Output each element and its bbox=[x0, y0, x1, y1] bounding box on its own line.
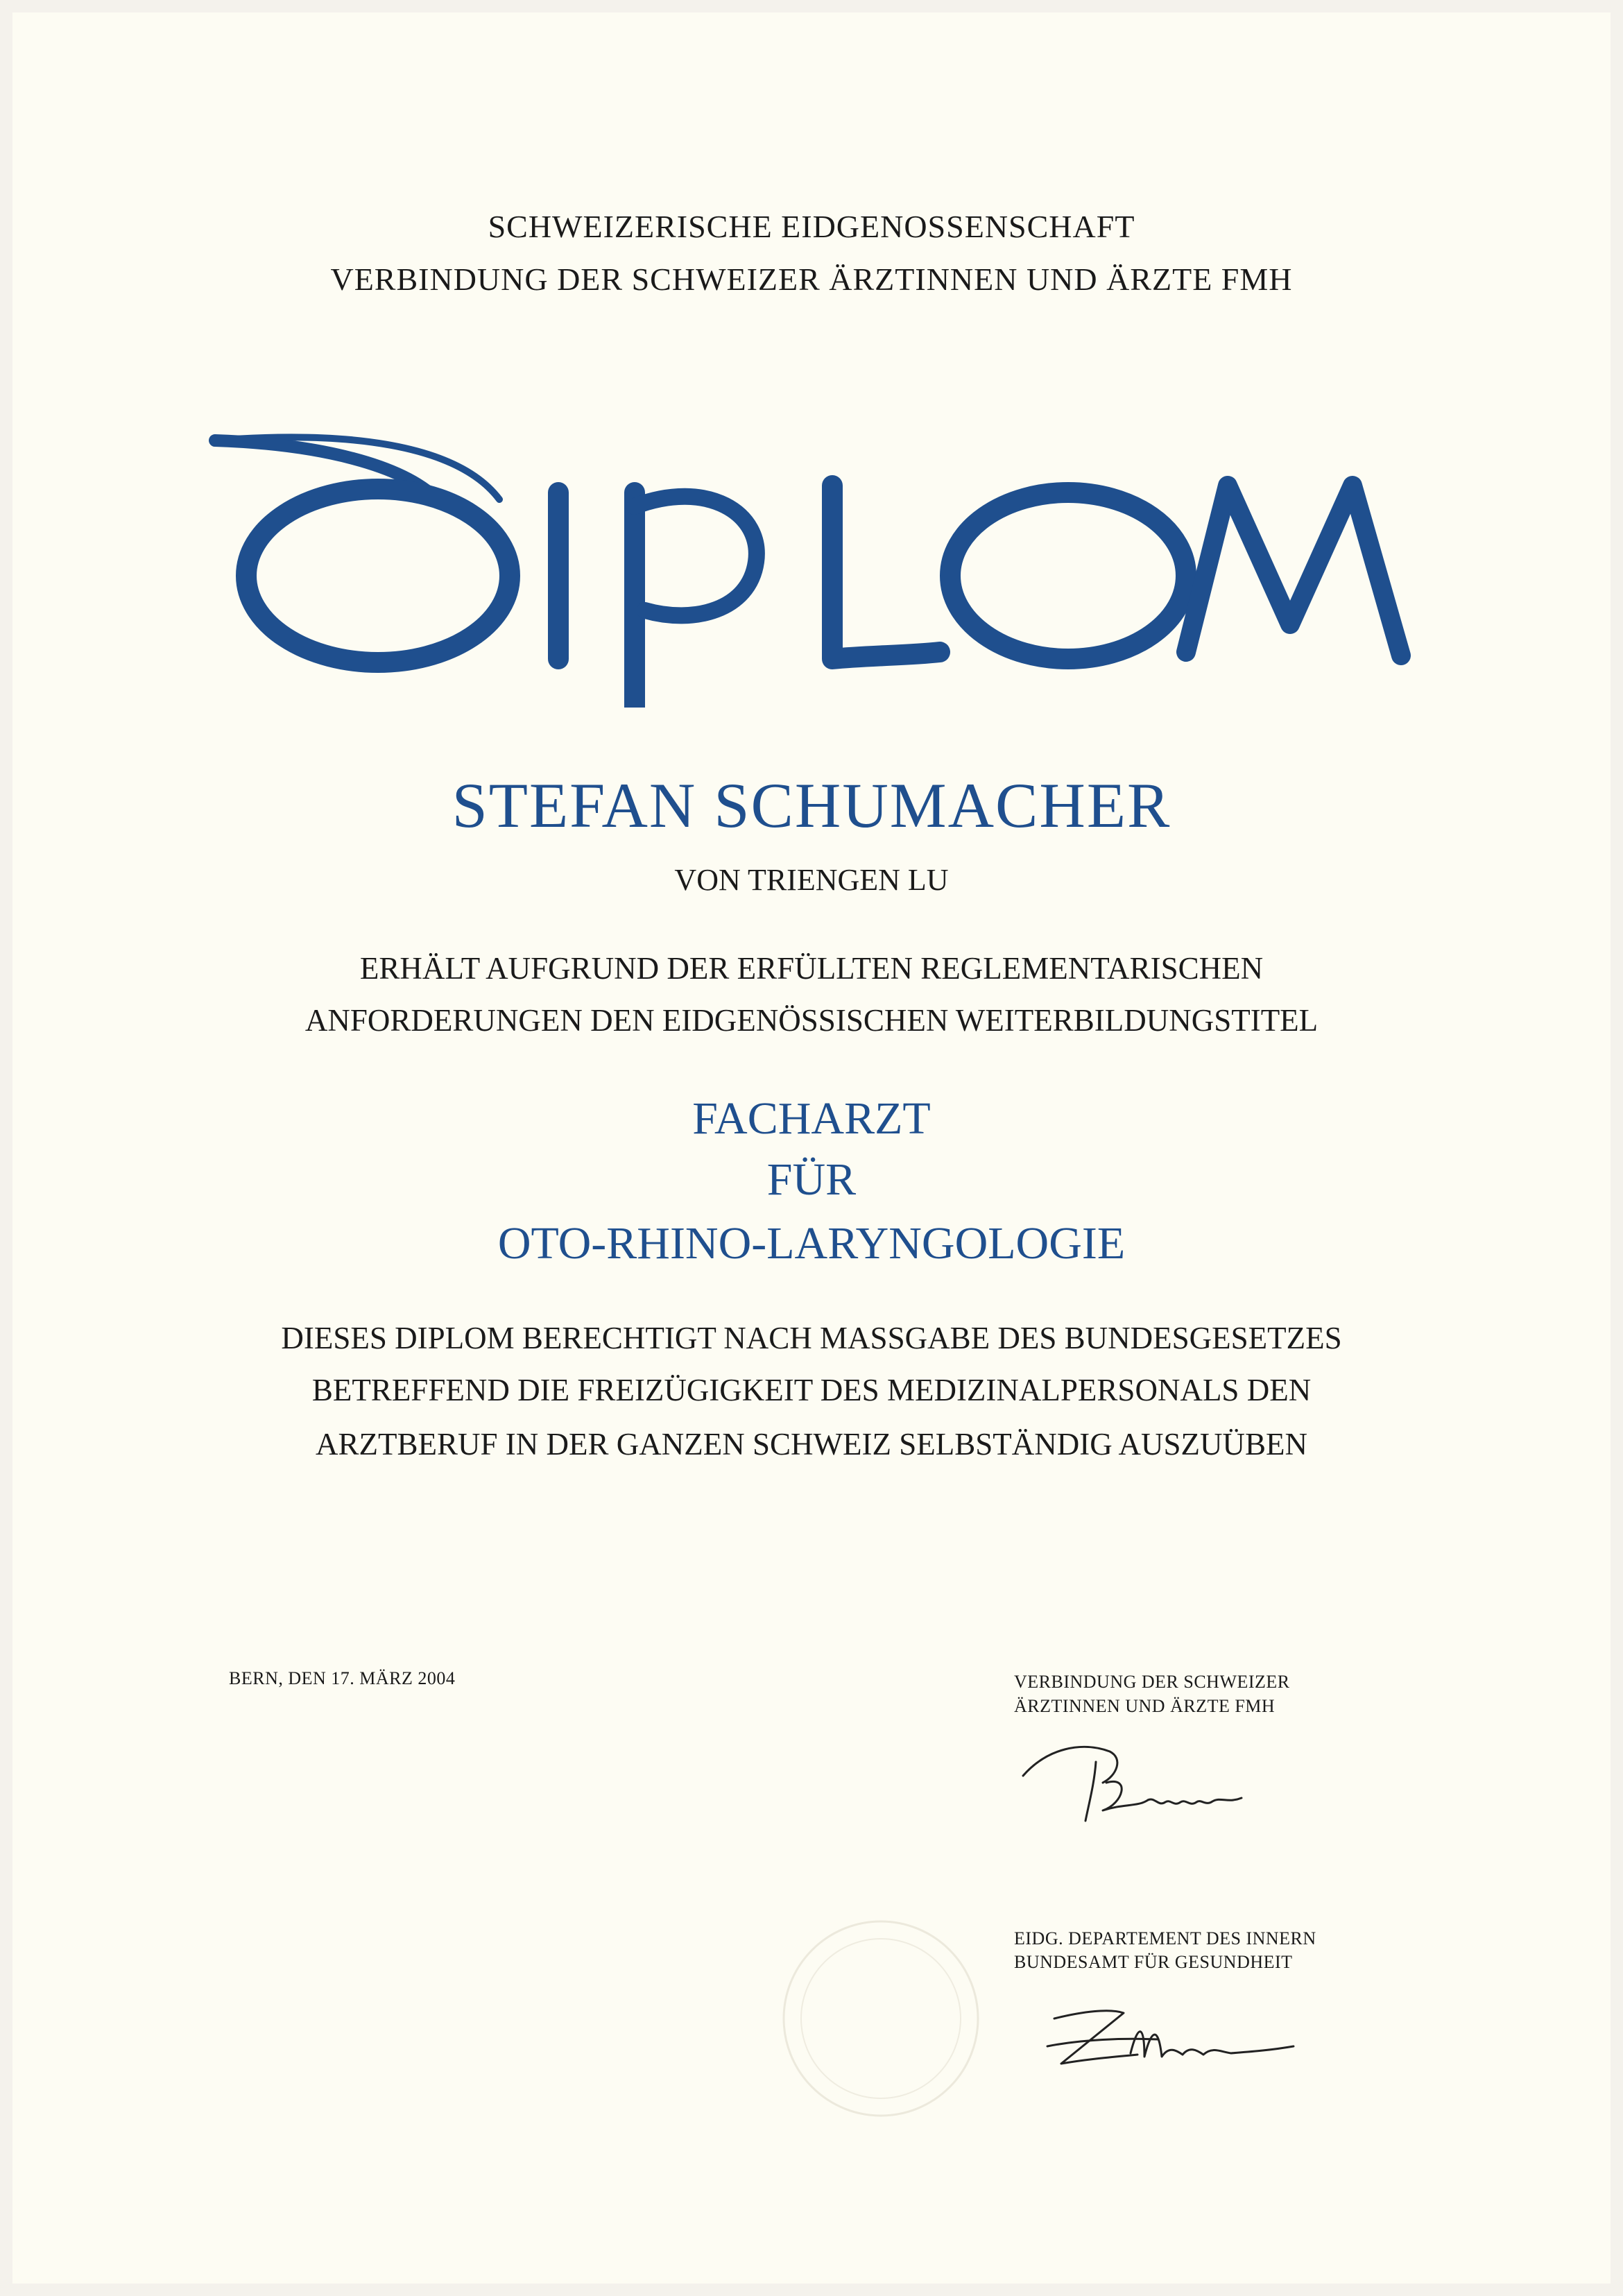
diplom-title-logo bbox=[208, 416, 1415, 708]
statement-line-2: ANFORDERUNGEN DEN EIDGENÖSSISCHEN WEITERBILDUNGSTITEL bbox=[304, 1003, 1319, 1038]
recipient-origin: VON TRIENGEN LU bbox=[674, 863, 949, 897]
signature-1 bbox=[1020, 1734, 1269, 1838]
statement-line-1: ERHÄLT AUFGRUND DER ERFÜLLTEN REGLEMENTARISCHEN bbox=[359, 951, 1264, 986]
signatory-1-org-line-1: VERBINDUNG DER SCHWEIZER bbox=[1014, 1672, 1290, 1692]
signature-2 bbox=[1040, 1998, 1304, 2081]
recipient-name: STEFAN SCHUMACHER bbox=[452, 770, 1171, 841]
degree-title-line-1: FACHARZT bbox=[692, 1093, 931, 1144]
authorization-line-3: ARZTBERUF IN DER GANZEN SCHWEIZ SELBSTÄNDIG AUSZUÜBEN bbox=[316, 1427, 1307, 1462]
signatory-2-org-line-1: EIDG. DEPARTEMENT DES INNERN bbox=[1014, 1928, 1316, 1948]
place-and-date: BERN, DEN 17. MÄRZ 2004 bbox=[229, 1668, 456, 1688]
authorization-line-1: DIESES DIPLOM BERECHTIGT NACH MASSGABE DES BUNDESGESETZES bbox=[281, 1321, 1342, 1355]
header-line-2: VERBINDUNG DER SCHWEIZER ÄRZTINNEN UND ÄRZTE FMH bbox=[330, 262, 1293, 297]
embossed-seal bbox=[777, 1914, 985, 2123]
degree-title-line-3: OTO-RHINO-LARYNGOLOGIE bbox=[497, 1218, 1126, 1269]
signatory-2-org-line-2: BUNDESAMT FÜR GESUNDHEIT bbox=[1014, 1952, 1293, 1972]
signatory-1-org-line-2: ÄRZTINNEN UND ÄRZTE FMH bbox=[1014, 1696, 1276, 1716]
degree-title-line-2: FÜR bbox=[766, 1154, 857, 1205]
header-line-1: SCHWEIZERISCHE EIDGENOSSENSCHAFT bbox=[488, 209, 1135, 244]
authorization-line-2: BETREFFEND DIE FREIZÜGIGKEIT DES MEDIZINALPERSONALS DEN bbox=[311, 1373, 1312, 1407]
